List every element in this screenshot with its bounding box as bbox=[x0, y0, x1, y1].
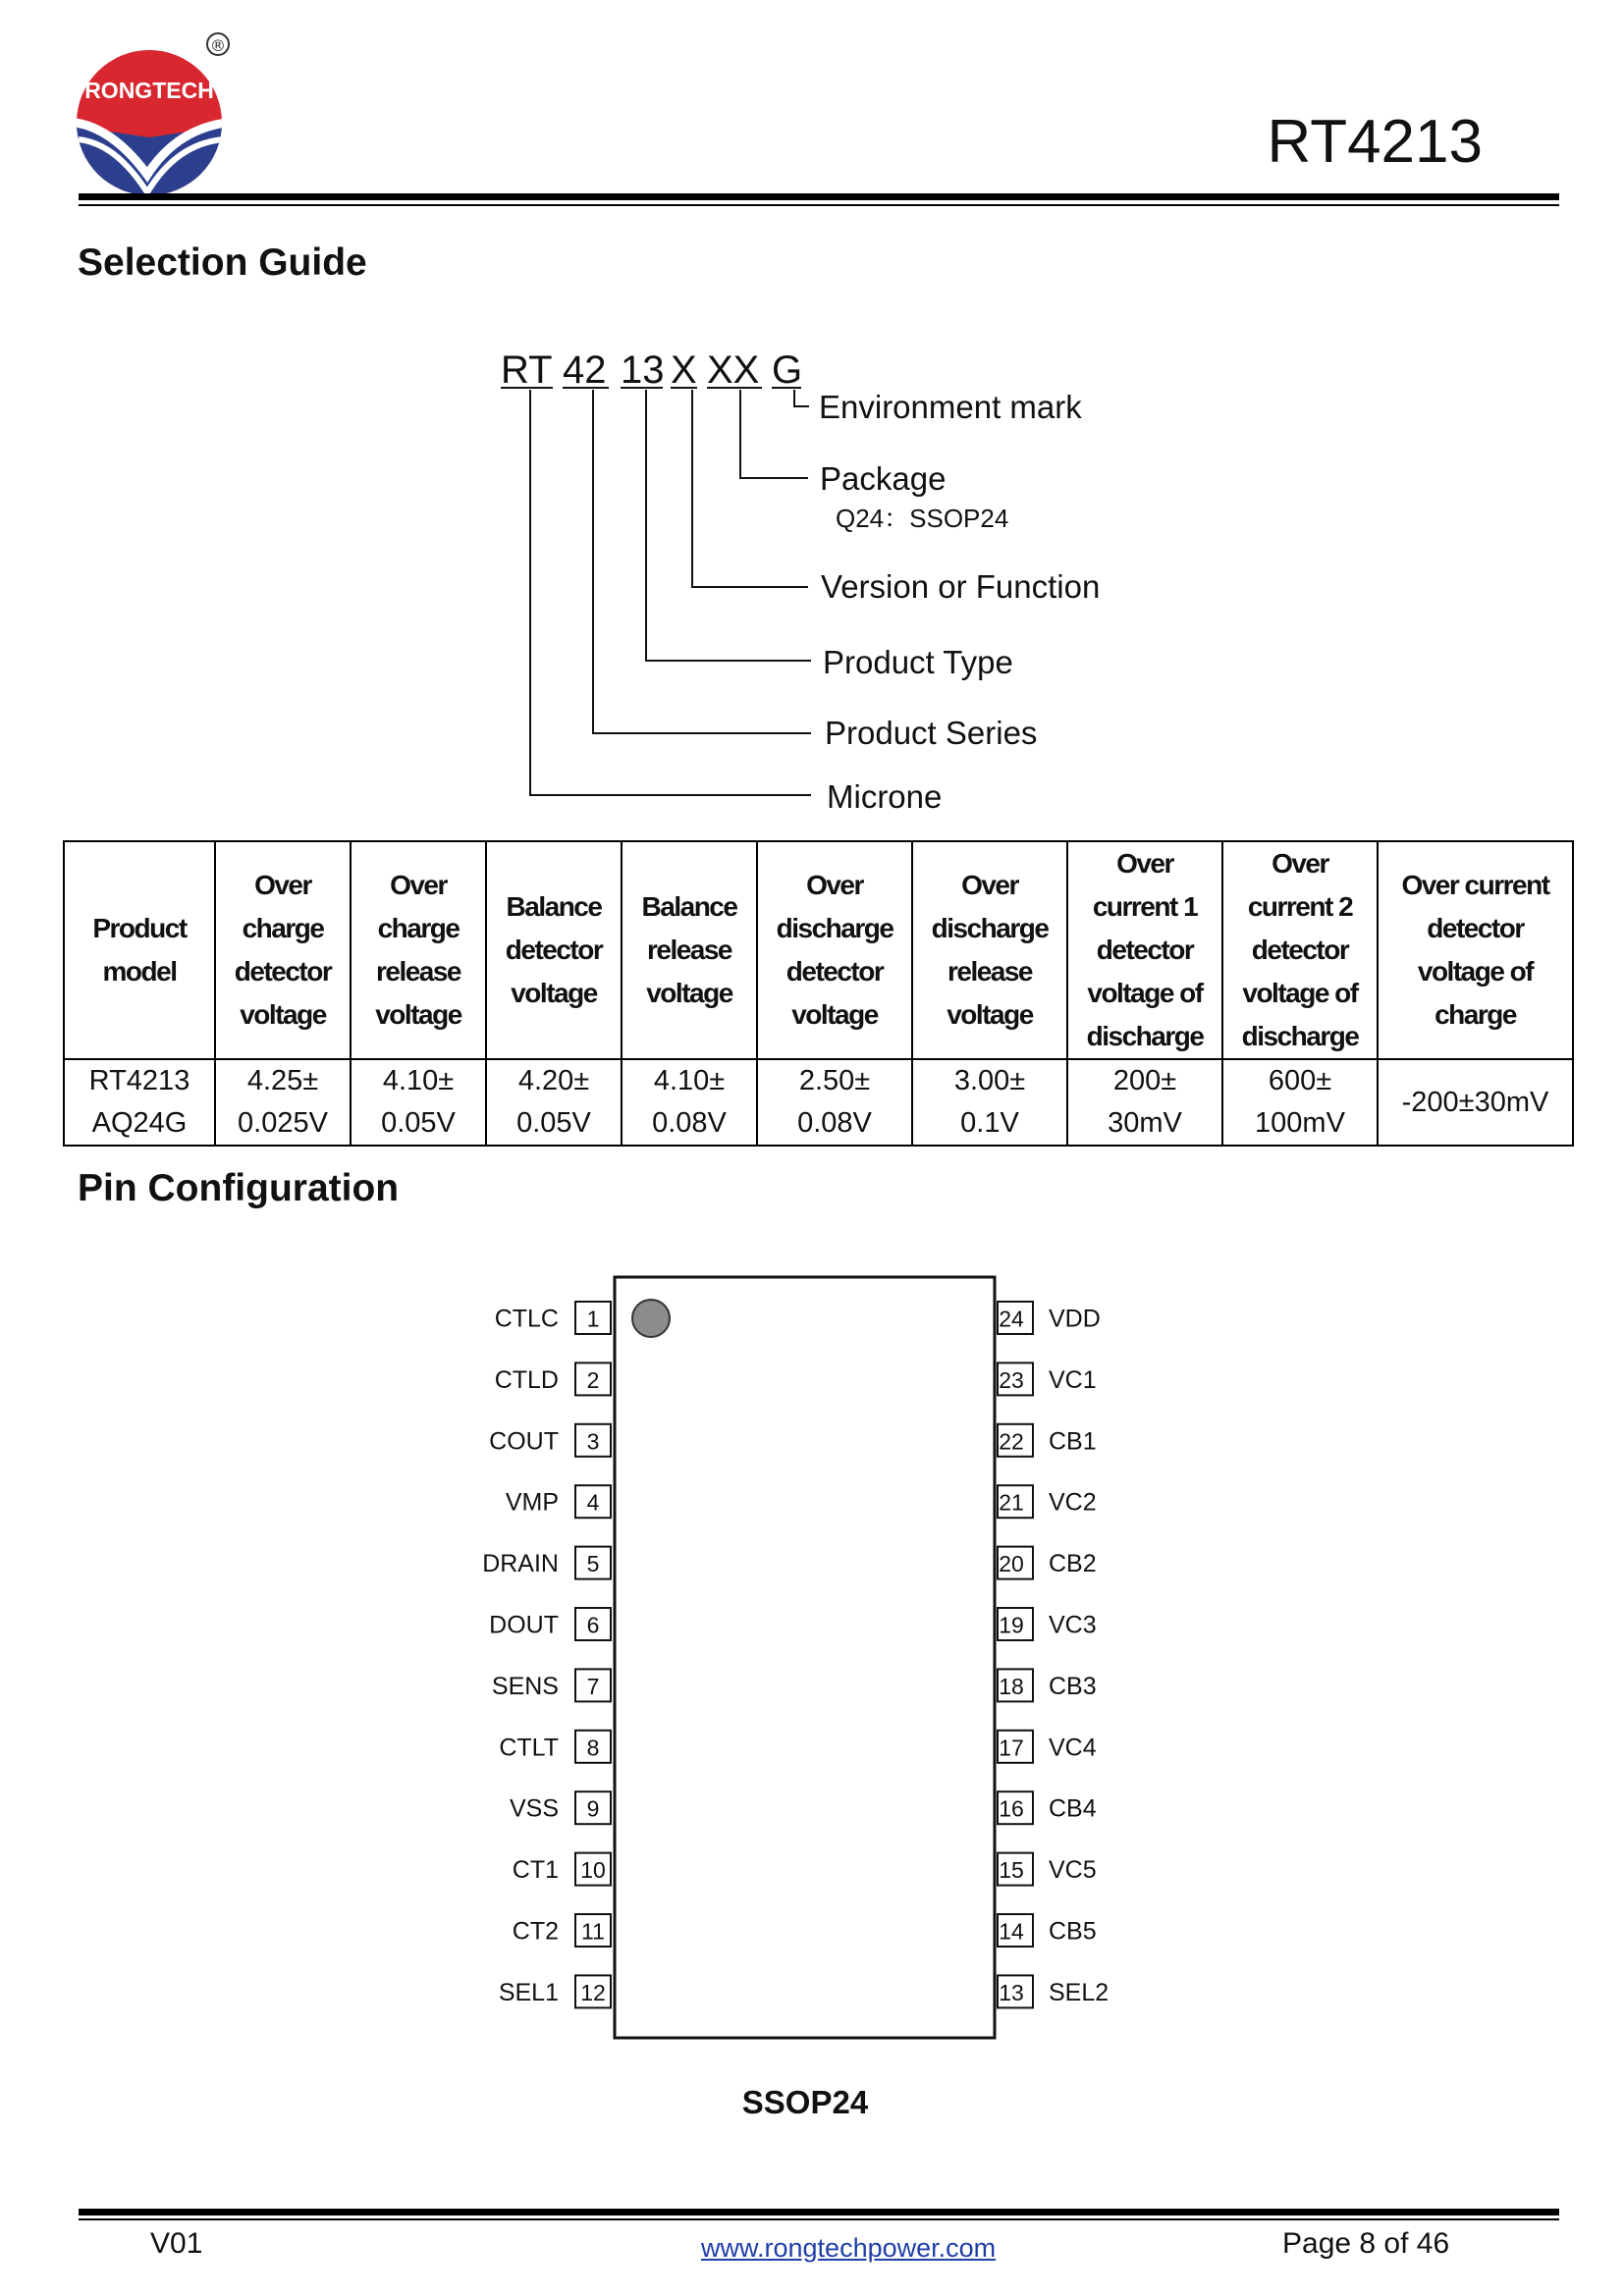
pin-name: CB5 bbox=[1049, 1917, 1097, 1946]
header-rule-thin bbox=[79, 204, 1559, 206]
footer-rule-thick bbox=[79, 2209, 1559, 2216]
pin-name: CB3 bbox=[1049, 1672, 1097, 1700]
pin-number: 4 bbox=[586, 1489, 600, 1516]
cell-product-model: RT4213 AQ24G bbox=[64, 1059, 215, 1146]
cell-over-current-2: 600± 100mV bbox=[1222, 1059, 1378, 1146]
header-over-charge-detector: Over charge detector voltage bbox=[215, 841, 351, 1059]
ic-body bbox=[615, 1277, 995, 2038]
footer-rule-thin bbox=[79, 2218, 1559, 2220]
cell-balance-detector: 4.20± 0.05V bbox=[486, 1059, 622, 1146]
header-balance-detector: Balance detector voltage bbox=[486, 841, 622, 1059]
package-label: SSOP24 bbox=[741, 2084, 869, 2120]
pin-name: VC1 bbox=[1049, 1365, 1097, 1394]
code-part-version: X bbox=[671, 348, 697, 392]
cell-over-discharge-release: 3.00± 0.1V bbox=[912, 1059, 1067, 1146]
header-over-discharge-release: Over discharge release voltage bbox=[912, 841, 1067, 1059]
pin-number: 16 bbox=[999, 1795, 1024, 1822]
specification-table bbox=[63, 840, 1574, 1147]
pin-number: 2 bbox=[586, 1366, 600, 1393]
selection-guide-title: Selection Guide bbox=[78, 241, 367, 284]
pin-number: 9 bbox=[586, 1795, 600, 1822]
cell-over-discharge-detector: 2.50± 0.08V bbox=[757, 1059, 912, 1146]
header-rule-thick bbox=[79, 193, 1559, 200]
pin-name: SEL1 bbox=[498, 1978, 559, 2006]
pin-number: 8 bbox=[586, 1735, 600, 1761]
pin-number: 7 bbox=[586, 1673, 600, 1699]
pin-number: 12 bbox=[580, 1979, 606, 2005]
code-part-rt: RT bbox=[501, 348, 553, 392]
footer-page-number: Page 8 of 46 bbox=[1282, 2227, 1450, 2260]
pin-name: CT1 bbox=[512, 1856, 559, 1885]
pin-name: VC4 bbox=[1049, 1734, 1097, 1762]
table-row bbox=[64, 1059, 1573, 1146]
pin-number: 1 bbox=[586, 1306, 600, 1332]
pin1-indicator-dot bbox=[632, 1300, 670, 1337]
logo-wordmark: RONGTECH bbox=[84, 78, 214, 103]
pin-number: 18 bbox=[999, 1673, 1024, 1699]
table-header-row bbox=[64, 841, 1573, 1059]
pin-name: DOUT bbox=[489, 1611, 559, 1639]
pin-name: CTLC bbox=[494, 1305, 559, 1333]
cell-over-charge-detector: 4.25± 0.025V bbox=[215, 1059, 351, 1146]
label-environment-mark: Environment mark bbox=[819, 389, 1082, 425]
label-product-type: Product Type bbox=[823, 644, 1013, 680]
code-part-type: 13 bbox=[621, 348, 665, 392]
header-balance-release: Balance release voltage bbox=[622, 841, 757, 1059]
header-over-current-charge: Over current detector voltage of charge bbox=[1378, 841, 1573, 1059]
pin-number: 3 bbox=[586, 1428, 600, 1455]
pin-name: VMP bbox=[505, 1488, 559, 1517]
pin-configuration-title: Pin Configuration bbox=[78, 1167, 400, 1209]
pin-number: 11 bbox=[581, 1918, 605, 1945]
pin-name: VSS bbox=[509, 1794, 559, 1823]
header-over-current-2: Over current 2 detector voltage of discharge bbox=[1222, 841, 1378, 1059]
pin-number: 17 bbox=[999, 1735, 1024, 1761]
pin-name: CB1 bbox=[1049, 1427, 1097, 1456]
footer-version: V01 bbox=[150, 2227, 203, 2260]
pin-number: 6 bbox=[586, 1612, 600, 1638]
cell-over-current-1: 200± 30mV bbox=[1067, 1059, 1222, 1146]
model-title: RT4213 bbox=[1267, 108, 1483, 176]
label-package: Package bbox=[820, 460, 947, 497]
pin-number: 13 bbox=[999, 1979, 1024, 2005]
pin-number: 14 bbox=[999, 1918, 1024, 1945]
pin-number: 19 bbox=[999, 1612, 1024, 1638]
pin-name: CB2 bbox=[1049, 1550, 1097, 1578]
pin-name: VC3 bbox=[1049, 1611, 1097, 1639]
pin-name: CB4 bbox=[1049, 1794, 1097, 1823]
pin-number: 23 bbox=[999, 1366, 1024, 1393]
selection-guide-diagram bbox=[0, 334, 1624, 825]
pin-number: 24 bbox=[999, 1306, 1024, 1332]
pin-name: VC2 bbox=[1049, 1488, 1097, 1517]
label-microne: Microne bbox=[827, 778, 943, 815]
pin-number: 20 bbox=[999, 1551, 1024, 1577]
cell-over-charge-release: 4.10± 0.05V bbox=[351, 1059, 486, 1146]
registered-mark: ® bbox=[210, 36, 226, 55]
cell-balance-release: 4.10± 0.08V bbox=[622, 1059, 757, 1146]
code-part-env: G bbox=[772, 348, 803, 392]
pin-name: CTLD bbox=[494, 1365, 559, 1394]
label-product-series: Product Series bbox=[825, 715, 1038, 751]
pin-name: SENS bbox=[491, 1672, 559, 1700]
pin-number: 15 bbox=[999, 1857, 1024, 1884]
header-over-discharge-detector: Over discharge detector voltage bbox=[757, 841, 912, 1059]
header-product-model: Product model bbox=[64, 841, 215, 1059]
label-package-detail: Q24：SSOP24 bbox=[836, 504, 1009, 533]
rongtech-logo bbox=[71, 27, 238, 194]
pin-name: SEL2 bbox=[1049, 1978, 1110, 2006]
cell-over-current-charge: -200±30mV bbox=[1378, 1059, 1573, 1146]
pin-name: DRAIN bbox=[482, 1550, 559, 1578]
code-part-series: 42 bbox=[563, 348, 607, 392]
pin-number: 22 bbox=[999, 1428, 1024, 1455]
pin-number: 5 bbox=[586, 1551, 600, 1577]
pin-number: 10 bbox=[580, 1857, 606, 1884]
code-part-package: XX bbox=[707, 348, 760, 392]
pin-name: CT2 bbox=[512, 1917, 559, 1946]
pin-name: CTLT bbox=[499, 1734, 559, 1762]
header-over-charge-release: Over charge release voltage bbox=[351, 841, 486, 1059]
label-version-function: Version or Function bbox=[821, 568, 1101, 605]
pin-number: 21 bbox=[999, 1489, 1024, 1516]
pin-name: VC5 bbox=[1049, 1856, 1097, 1885]
pin-name: COUT bbox=[489, 1427, 559, 1456]
pin-configuration-diagram bbox=[0, 1256, 1624, 2160]
header-over-current-1: Over current 1 detector voltage of discharge bbox=[1067, 841, 1222, 1059]
pin-name: VDD bbox=[1049, 1305, 1101, 1333]
footer-website-link[interactable]: www.rongtechpower.com bbox=[701, 2233, 997, 2263]
